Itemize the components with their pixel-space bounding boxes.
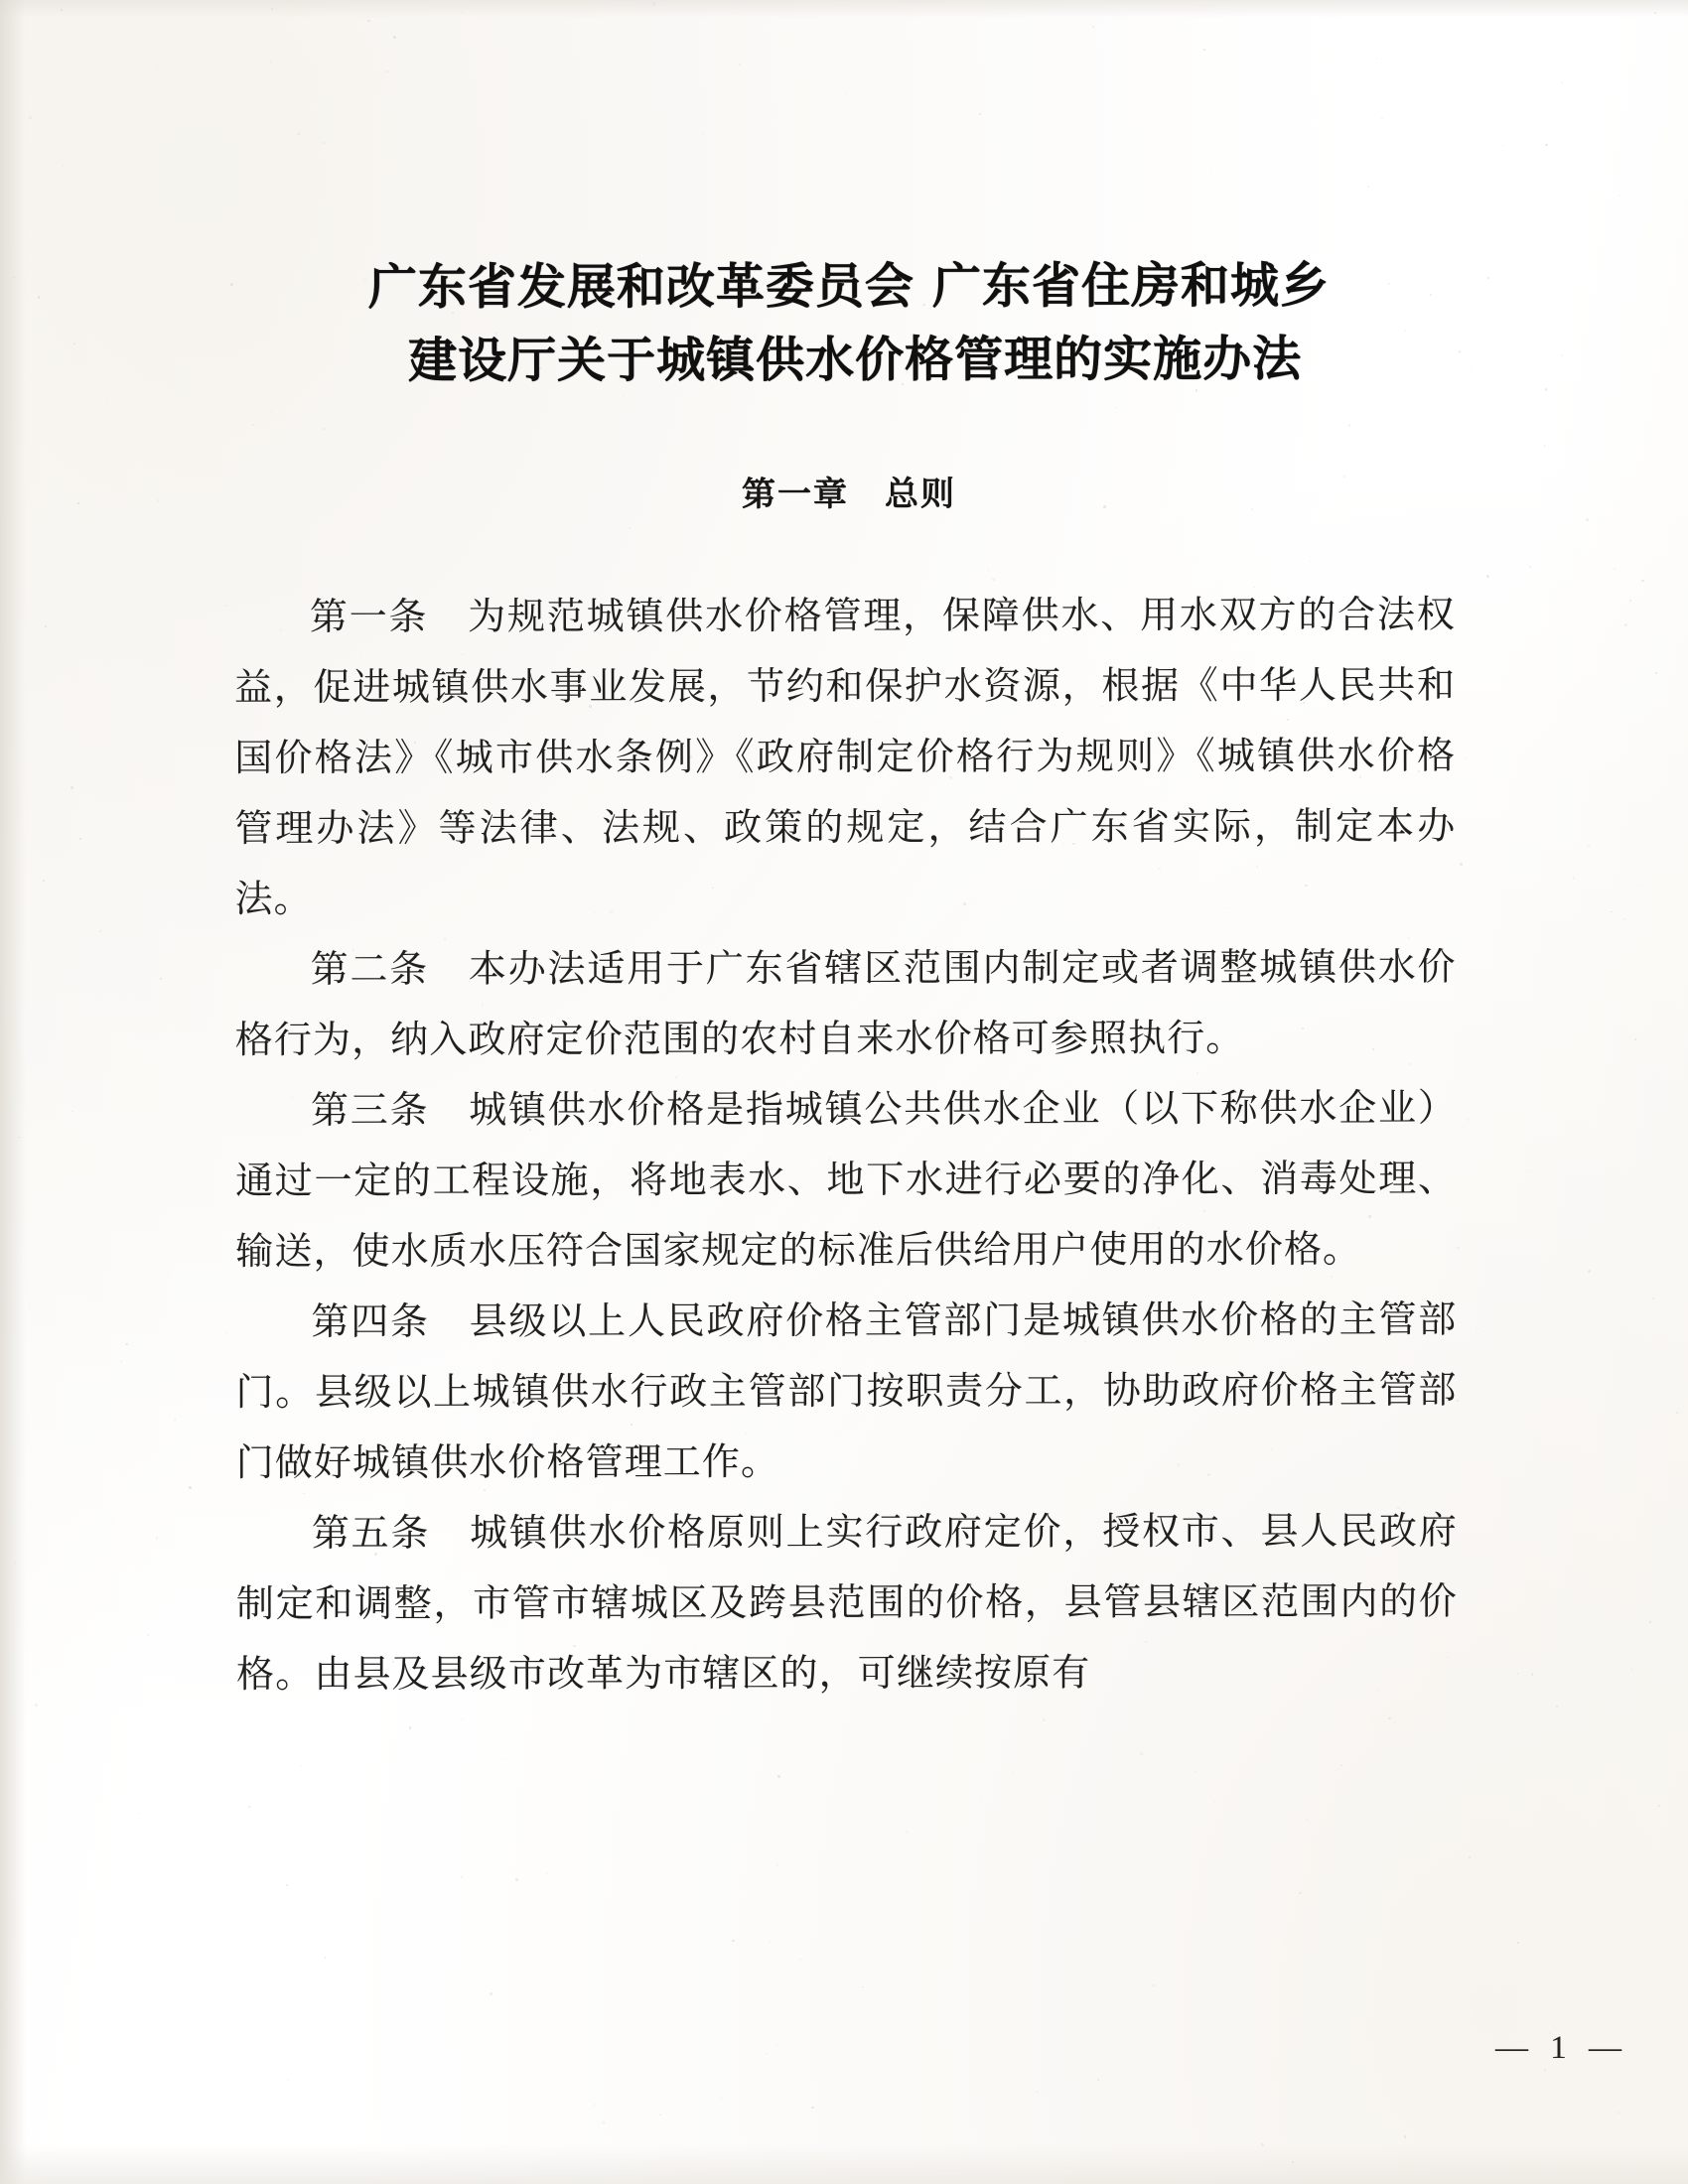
page-title-line-2: 建设厅关于城镇供水价格管理的实施办法 (408, 331, 1303, 389)
page-number: — 1 — (1495, 2030, 1628, 2066)
page-title-line-1: 广东省发展和改革委员会 广东省住房和城乡 (367, 256, 1331, 317)
article-paragraph-4: 第四条 县级以上人民政府价格主管部门是城镇供水价格的主管部门。县级以上城镇供水行政主管部门按职责分工，协助政府价格主管部门做好城镇供水价格管理工作。 (235, 1298, 1458, 1485)
chapter-heading: 第一章 总则 (741, 474, 957, 515)
article-paragraph-2: 第二条 本办法适用于广东省辖区范围内制定或者调整城镇供水价格行为，纳入政府定价范围的农村自来水价格可参照执行。 (234, 946, 1457, 1062)
article-paragraph-5: 第五条 城镇供水价格原则上实行政府定价，授权市、县人民政府制定和调整，市管市辖城区及跨县范围的价格，县管县辖区范围内的价格。由县及县级市改革为市辖区的，可继续按原有 (235, 1510, 1459, 1697)
document-content (233, 0, 1465, 2184)
page-title (233, 249, 1465, 399)
article-paragraph-1: 第一条 为规范城镇供水价格管理，保障供水、用水双方的合法权益，促进城镇供水事业发展，节约和保护水资源，根据《中华人民共和国价格法》《城市供水条例》《政府制定价格行为规则》《城镇供水价格管理办法》等法律、法规、政策的规定，结合广东省实际，制定本办法。 (233, 594, 1457, 921)
body-text (232, 581, 1466, 1711)
scan-edge-left (0, 0, 26, 2184)
article-paragraph-3: 第三条 城镇供水价格是指城镇公共供水企业（以下称供水企业）通过一定的工程设施，将地表水、地下水进行必要的净化、消毒处理、输送，使水质水压符合国家规定的标准后供给用户使用的水价格。 (235, 1087, 1458, 1274)
